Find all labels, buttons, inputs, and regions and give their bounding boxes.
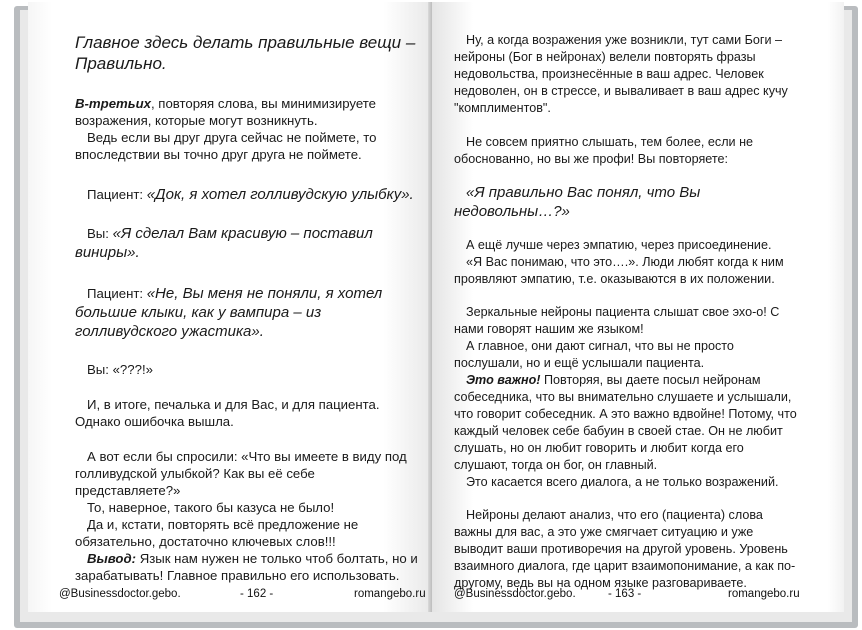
quote: «Я правильно Вас понял, что Вы недовольны…?»	[454, 184, 701, 220]
footer-handle: @Businessdoctor.gebo.	[59, 588, 181, 600]
paragraph: Не совсем приятно слышать, тем более, если не обоснованно, но вы же профи! Вы повторяете:	[454, 135, 754, 166]
dialogue-line: Пациент: «Док, я хотел голливудскую улыбку».	[87, 186, 414, 203]
paragraph: Зеркальные нейроны пациента слышат свое эхо-о! С нами говорят нашим же языком!	[454, 305, 780, 336]
footer-website: romangebo.ru	[728, 588, 800, 600]
paragraph: Нейроны делают анализ, что его (пациента) слова важны для вас, а это уже смягчает ситуацию и уже выводит ваши противоречия на другой уровень. Уровень взаимного диалога, где царит взаимопонимание, а как по-другому, ведь вы на одном языке разговариваете.	[454, 508, 796, 590]
paragraph: Вывод: Язык нам нужен не только чтоб болтать, но и зарабатывать! Главное правильно его использовать.	[75, 551, 418, 583]
paragraph: Ну, а когда возражения уже возникли, тут сами Боги – нейроны (Бог в нейронах) велели повторять фразы недовольства, произнесённые в ваш адрес. Человек недоволен, он в стрессе, и вываливает в ваш адрес кучу "комплиментов".	[454, 33, 788, 115]
page-163-text	[454, 32, 798, 592]
paragraph: А главное, они дают сигнал, что вы не просто послушали, но и ещё услышали пациента.	[454, 339, 734, 370]
paragraph: То, наверное, такого бы казуса не было!	[87, 500, 335, 515]
paragraph: И, в итоге, печалька и для Вас, и для пациента. Однако ошибочка вышла.	[75, 397, 380, 429]
paragraph: Да и, кстати, повторять всё предложение не обязательно, достаточно ключевых слов!!!	[75, 517, 359, 549]
paragraph: Это важно! Повторяя, вы даете посыл нейронам собеседника, что вы внимательно слушаете и услышали, что говорит собеседник. А это важно вдвойне! Потому, что каждый человек себе бабуин в своей стае. Он не любит слушать, но он любит говорить и любит когда его слушают, тогда он бог, он главный.	[454, 373, 797, 472]
paragraph: Главное здесь делать правильные вещи – Правильно.	[75, 33, 416, 73]
footer-handle: @Businessdoctor.gebo.	[454, 588, 576, 600]
paragraph: В-третьих, повторяя слова, вы минимизируете возражения, которые могут возникнуть.	[75, 96, 376, 128]
paragraph: А ещё лучше через эмпатию, через присоединение.	[466, 238, 772, 252]
paragraph: «Я Вас понимаю, что это….». Люди любят когда к ним проявляют эмпатию, т.е. оказываются в их положении.	[454, 255, 784, 286]
paragraph: А вот если бы спросили: «Что вы имеете в виду под голливудской улыбкой? Как вы её себе представляете?»	[75, 449, 407, 498]
paragraph: Ведь если вы друг друга сейчас не поймете, то впоследствии вы точно друг друга не поймете.	[75, 130, 377, 162]
page-163	[432, 2, 844, 612]
page-number: - 162 -	[240, 588, 274, 600]
page-162-text	[75, 32, 419, 584]
emphasis-lead: Это важно!	[466, 373, 541, 387]
paragraph: Это касается всего диалога, а не только возражений.	[466, 475, 779, 489]
page-number: - 163 -	[608, 588, 642, 600]
footer-website: romangebo.ru	[354, 588, 426, 600]
emphasis-lead: Вывод:	[87, 551, 137, 566]
dialogue-line: Вы: «???!»	[87, 362, 153, 377]
page-162	[28, 2, 432, 612]
dialogue-line: Пациент: «Не, Вы меня не поняли, я хотел большие клыки, как у вампира – из голливудского ужастика».	[75, 285, 383, 340]
dialogue-line: Вы: «Я сделал Вам красивую – поставил виниры».	[75, 225, 373, 261]
emphasis-lead: В-третьих	[75, 96, 151, 111]
